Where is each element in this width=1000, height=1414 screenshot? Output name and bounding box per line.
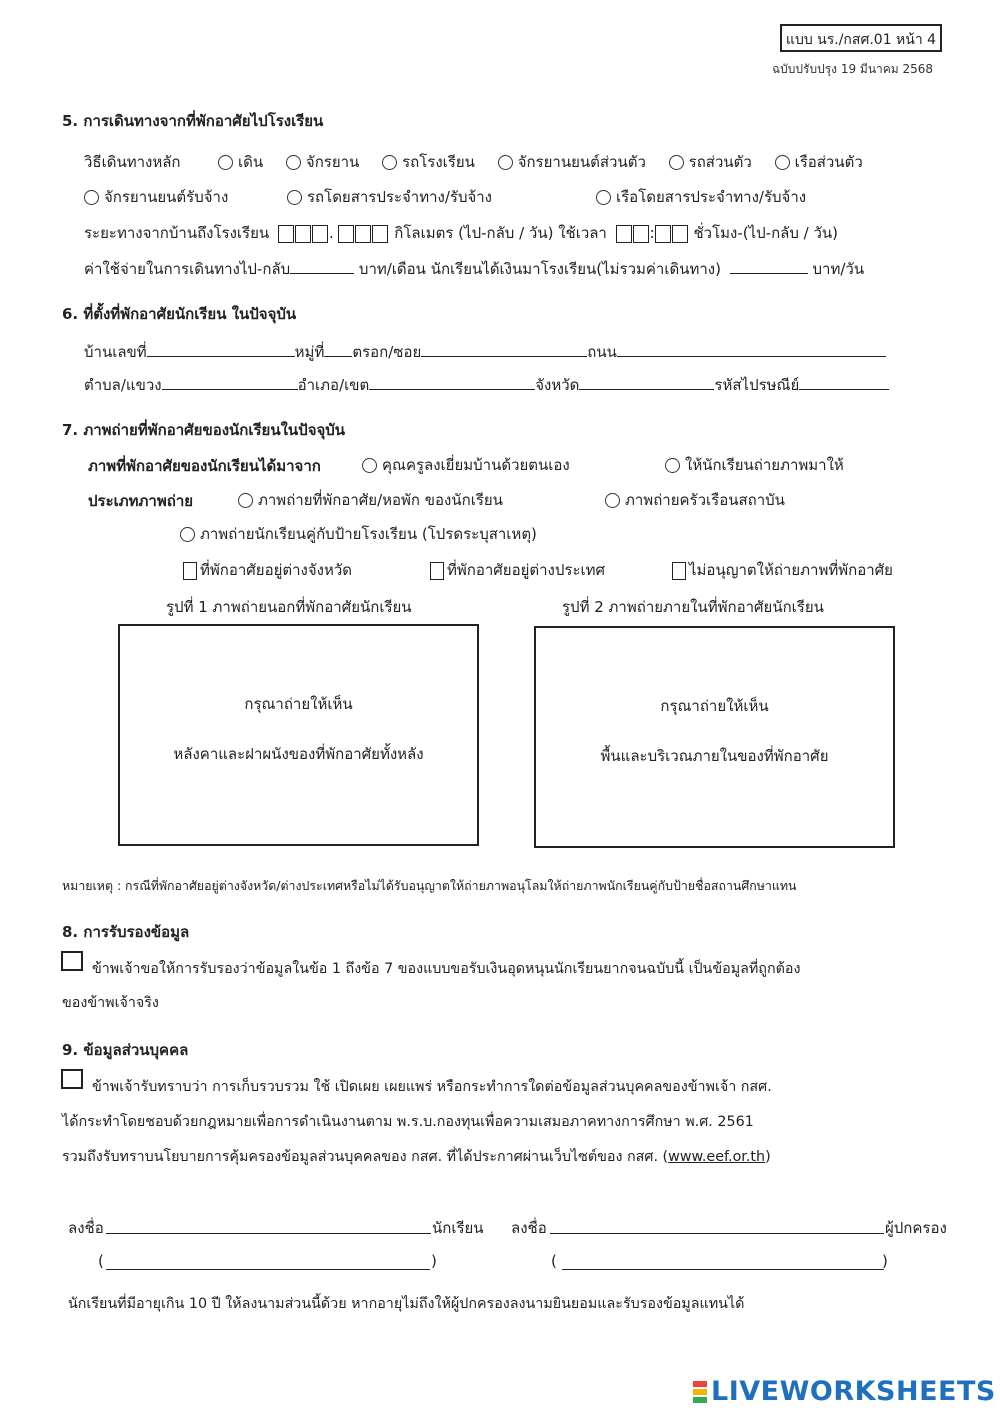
address-row2	[84, 373, 889, 397]
radio-public-boat[interactable]	[596, 190, 611, 205]
photo2-instruction-line1: กรุณาถ่ายให้เห็น	[660, 697, 769, 715]
reason-other-province	[183, 558, 352, 582]
photo-note: หมายเหตุ : กรณีที่พักอาศัยอยู่ต่างจังหวัด/ต่างประเทศหรือไม่ได้รับอนุญาตให้ถ่ายภาพอนุโลมให้ถ่ายภาพนักเรียนคู่กับป้ายชื่อสถานศึกษาแทน	[62, 878, 797, 893]
radio-school-sign-photo[interactable]	[180, 527, 195, 542]
privacy-line2: ได้กระทำโดยชอบด้วยกฎหมายเพื่อการดำเนินงานตาม พ.ร.บ.กองทุนเพื่อความเสมอภาคทางการศึกษา พ.ศ. 2561	[62, 1114, 754, 1130]
section6-title: 6. ที่ตั้งที่พักอาศัยนักเรียน ในปัจจุบัน	[62, 305, 297, 323]
photo1-instruction-line2: หลังคาและฝาผนังของที่พักอาศัยทั้งหลัง	[173, 745, 424, 763]
privacy-line3	[62, 1146, 771, 1168]
road-field[interactable]	[617, 341, 886, 357]
privacy-checkbox[interactable]	[61, 1069, 83, 1089]
time-hour-box[interactable]	[616, 225, 632, 243]
option-label: เดิน	[238, 153, 264, 171]
photo-source-label: ภาพที่พักอาศัยของนักเรียนได้มาจาก	[88, 457, 321, 475]
radio-private-motorcycle[interactable]	[498, 155, 513, 170]
radio-institution-photo[interactable]	[605, 493, 620, 508]
guardian-name-line[interactable]	[562, 1269, 884, 1270]
certify-checkbox[interactable]	[61, 951, 83, 971]
method-row1	[218, 150, 863, 174]
certify-line2: ของข้าพเจ้าจริง	[62, 995, 159, 1011]
photo-type-institution	[605, 488, 785, 512]
village-label: หมู่ที่	[294, 343, 325, 361]
photo-source-student	[665, 453, 844, 477]
photo-type-house	[238, 488, 503, 512]
photo2-box[interactable]	[534, 626, 895, 848]
radio-school-bus[interactable]	[382, 155, 397, 170]
distance-digit-box[interactable]	[295, 225, 311, 243]
guardian-paren-open: (	[551, 1252, 557, 1270]
distance-unit: กิโลเมตร (ไป-กลับ / วัน) ใช้เวลา	[394, 224, 607, 242]
option-label: รถโดยสารประจำทาง/รับจ้าง	[307, 188, 493, 206]
cost-unit: บาท/เดือน นักเรียนได้เงินมาโรงเรียน(ไม่รวมค่าเดินทาง)	[358, 260, 721, 278]
daily-money-field[interactable]	[730, 258, 808, 274]
signature-note: นักเรียนที่มีอายุเกิน 10 ปี ให้ลงนามส่วนนี้ด้วย หากอายุไม่ถึงให้ผู้ปกครองลงนามยินยอมและรับรองข้อมูลแทนได้	[68, 1296, 745, 1312]
radio-teacher-visit[interactable]	[362, 458, 377, 473]
distance-label: ระยะทางจากบ้านถึงโรงเรียน	[84, 224, 270, 242]
alley-label: ตรอก/ซอย	[352, 343, 422, 361]
reason-label: ที่พักอาศัยอยู่ต่างจังหวัด	[200, 561, 353, 579]
distance-decimal-box[interactable]	[372, 225, 388, 243]
distance-decimal-box[interactable]	[355, 225, 371, 243]
option-label: จักรยาน	[305, 153, 360, 171]
checkbox-other-province[interactable]	[183, 562, 197, 580]
photo2-caption: รูปที่ 2 ภาพถ่ายภายในที่พักอาศัยนักเรียน	[562, 598, 824, 616]
student-paren-close: )	[431, 1252, 437, 1270]
radio-bicycle[interactable]	[286, 155, 301, 170]
liveworksheets-mark-icon	[693, 1380, 707, 1406]
radio-private-boat[interactable]	[775, 155, 790, 170]
method-row2-a	[84, 185, 228, 209]
photo1-caption: รูปที่ 1 ภาพถ่ายนอกที่พักอาศัยนักเรียน	[166, 598, 412, 616]
alley-field[interactable]	[421, 341, 587, 357]
option-label: คุณครูลงเยี่ยมบ้านด้วยตนเอง	[382, 456, 570, 474]
student-sign-label: ลงชื่อ	[68, 1219, 104, 1237]
subdistrict-field[interactable]	[162, 374, 298, 390]
checkbox-not-allowed[interactable]	[672, 562, 686, 580]
reason-label: ที่พักอาศัยอยู่ต่างประเทศ	[447, 561, 606, 579]
road-label: ถนน	[587, 343, 617, 361]
province-field[interactable]	[579, 374, 714, 390]
distance-decimal-box[interactable]	[338, 225, 354, 243]
postcode-field[interactable]	[799, 374, 889, 390]
section5-title: 5. การเดินทางจากที่พักอาศัยไปโรงเรียน	[62, 112, 324, 130]
method-row2-c	[596, 185, 806, 209]
time-minute-box[interactable]	[672, 225, 688, 243]
distance-row: ระยะทางจากบ้านถึงโรงเรียน . กิโลเมตร (ไป-กลับ / วัน) ใช้เวลา : ชั่วโมง-(ไป-กลับ / วัน)	[84, 224, 839, 242]
student-name-line[interactable]	[106, 1269, 430, 1270]
money-unit: บาท/วัน	[812, 260, 865, 278]
radio-private-car[interactable]	[669, 155, 684, 170]
cost-label: ค่าใช้จ่ายในการเดินทางไป-กลับ	[84, 260, 291, 278]
time-unit: ชั่วโมง-(ไป-กลับ / วัน)	[693, 224, 839, 242]
brand-text: LIVEWORKSHEETS	[711, 1376, 996, 1407]
section7-title: 7. ภาพถ่ายที่พักอาศัยของนักเรียนในปัจจุบัน	[62, 421, 346, 439]
student-role: นักเรียน	[432, 1219, 484, 1237]
option-label: ภาพถ่ายครัวเรือนสถาบัน	[625, 491, 785, 509]
eef-link[interactable]: www.eef.or.th	[668, 1149, 766, 1165]
photo2-instruction-line2: พื้นและบริเวณภายในของที่พักอาศัย	[600, 747, 829, 765]
option-label: ภาพถ่ายที่พักอาศัย/หอพัก ของนักเรียน	[258, 491, 503, 509]
reason-label: ไม่อนุญาตให้ถ่ายภาพที่พักอาศัย	[689, 561, 893, 579]
certify-line1: ข้าพเจ้าขอให้การรับรองว่าข้อมูลในข้อ 1 ถึงข้อ 7 ของแบบขอรับเงินอุดหนุนนักเรียนยากจนฉบับนี้ เป็นข้อมูลที่ถูกต้อง	[92, 961, 801, 977]
guardian-sign-label: ลงชื่อ	[511, 1219, 547, 1237]
privacy-line1: ข้าพเจ้ารับทราบว่า การเก็บรวบรวม ใช้ เปิดเผย เผยแพร่ หรือกระทำการใดต่อข้อมูลส่วนบุคคลของข้าพเจ้า กสศ.	[92, 1079, 772, 1095]
method-row2-b	[287, 185, 492, 209]
liveworksheets-logo	[693, 1376, 996, 1407]
main-method-label: วิธีเดินทางหลัก	[84, 153, 181, 171]
option-label: ภาพถ่ายนักเรียนคู่กับป้ายโรงเรียน (โปรดระบุสาเหตุ)	[200, 525, 537, 543]
cost-row	[84, 257, 864, 281]
province-label: จังหวัด	[535, 376, 580, 394]
photo-source-teacher	[362, 453, 570, 477]
photo1-box[interactable]	[118, 624, 479, 846]
district-label: อำเภอ/เขต	[297, 376, 370, 394]
photo-type-school-sign	[180, 522, 537, 546]
section8-title: 8. การรับรองข้อมูล	[62, 923, 190, 941]
reason-abroad	[430, 558, 605, 582]
address-row1	[84, 340, 886, 364]
district-field[interactable]	[369, 374, 535, 390]
photo-type-label: ประเภทภาพถ่าย	[88, 492, 194, 510]
reason-not-allowed	[672, 558, 893, 582]
student-signature-line[interactable]	[106, 1233, 431, 1234]
postcode-label: รหัสไปรษณีย์	[714, 376, 800, 394]
option-label: จักรยานยนต์ส่วนตัว	[517, 153, 646, 171]
distance-digit-box[interactable]	[278, 225, 294, 243]
option-label: รถโรงเรียน	[402, 153, 475, 171]
house-no-label: บ้านเลขที่	[84, 343, 147, 361]
distance-digit-box[interactable]	[312, 225, 328, 243]
guardian-role: ผู้ปกครอง	[885, 1219, 947, 1237]
student-paren-open: (	[98, 1252, 104, 1270]
time-minute-box[interactable]	[655, 225, 671, 243]
option-label: ให้นักเรียนถ่ายภาพมาให้	[685, 456, 844, 474]
radio-student-photo[interactable]	[665, 458, 680, 473]
option-label: เรือส่วนตัว	[794, 153, 863, 171]
house-no-field[interactable]	[147, 341, 295, 357]
revision-date: ฉบับปรับปรุง 19 มีนาคม 2568	[772, 62, 934, 76]
section9-title: 9. ข้อมูลส่วนบุคคล	[62, 1041, 189, 1059]
privacy-line3-text: รวมถึงรับทราบนโยบายการคุ้มครองข้อมูลส่วนบุคคลของ กสศ. ที่ได้ประกาศผ่านเว็บไซต์ของ กสศ. (	[62, 1149, 669, 1165]
privacy-line3-end: )	[765, 1149, 771, 1165]
time-hour-box[interactable]	[633, 225, 649, 243]
radio-public-bus[interactable]	[287, 190, 302, 205]
guardian-signature-line[interactable]	[550, 1233, 884, 1234]
checkbox-abroad[interactable]	[430, 562, 444, 580]
radio-house-photo[interactable]	[238, 493, 253, 508]
village-field[interactable]	[324, 341, 352, 357]
cost-field[interactable]	[290, 258, 354, 274]
option-label: รถส่วนตัว	[688, 153, 752, 171]
form-number-box: แบบ นร./กสศ.01 หน้า 4	[780, 24, 942, 52]
guardian-paren-close: )	[882, 1252, 888, 1270]
radio-walk[interactable]	[218, 155, 233, 170]
option-label: จักรยานยนต์รับจ้าง	[104, 188, 229, 206]
radio-motorcycle-taxi[interactable]	[84, 190, 99, 205]
subdistrict-label: ตำบล/แขวง	[84, 376, 162, 394]
photo1-instruction-line1: กรุณาถ่ายให้เห็น	[244, 695, 353, 713]
option-label: เรือโดยสารประจำทาง/รับจ้าง	[616, 188, 807, 206]
